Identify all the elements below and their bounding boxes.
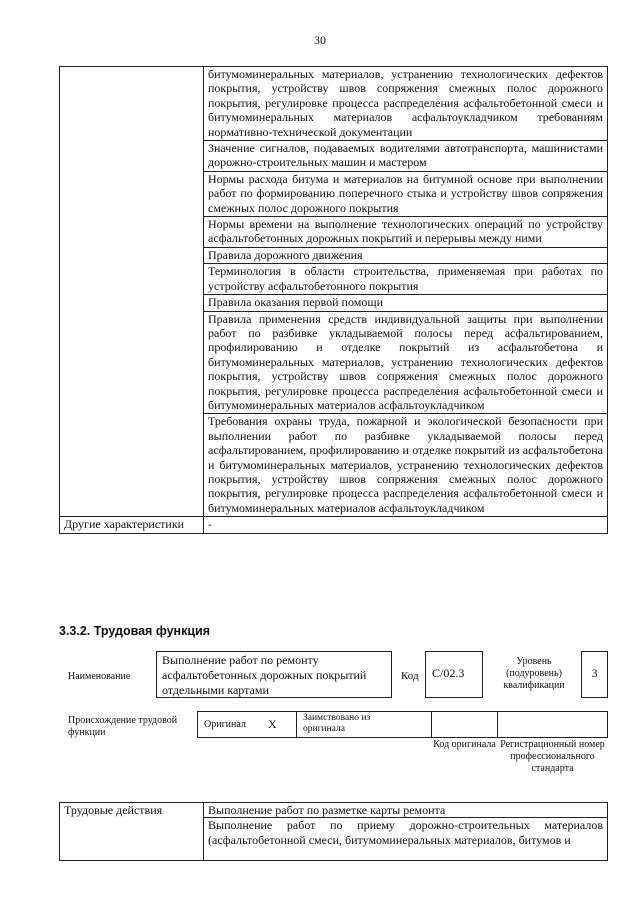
requirement-item: Требования охраны труда, пожарной и экологической безопасности при выполнении работ по разбивке укладываемой полосы перед асфальтированием, профилированию и отделке покрытий из асфальтобетона и битумоминеральных материалов, устранению технологических дефектов покрытия, устройству швов сопряжения смежных полос дорожного покрытия, регулировке процесса распределения асфальтобетонной смеси и битумоминеральных материалов асфальтоукладчиком: [204, 414, 608, 517]
requirement-item: Терминология в области строительства, применяемая при работах по устройству асфальтобетонного покрытия: [204, 264, 608, 295]
original-mark: X: [268, 717, 277, 731]
action-item: Выполнение работ по приему дорожно-строительных материалов (асфальтобетонной смеси, битумоминеральных материалов, битумов и: [208, 818, 603, 847]
table-row: [60, 803, 608, 818]
requirement-item: Правила применения средств индивидуальной защиты при выполнении работ по разбивке укладываемой полосы перед асфальтированием, профилированию и отделке покрытий из асфальтобетона и битумоминеральных материалов, устранению технологических дефектов покрытия, устройству швов сопряжения смежных полос дорожного покрытия, регулировке процесса распределения асфальтобетонной смеси и битумоминеральных материалов асфальтоукладчиком: [204, 311, 608, 414]
level-value: 3: [591, 666, 598, 680]
reg-number-caption: Регистрационный номер профессионального стандарта: [500, 739, 605, 774]
code-label: Код: [401, 670, 419, 682]
requirement-item: Правила оказания первой помощи: [204, 295, 608, 311]
section-title: 3.3.2. Трудовая функция: [59, 624, 211, 638]
action-item-cell: [204, 818, 608, 861]
level-value-box: [581, 651, 608, 698]
other-characteristics-value: -: [204, 517, 608, 533]
page-number: 30: [314, 33, 326, 47]
requirement-item: Нормы расхода битума и материалов на битумной основе при выполнении работ по формированию поперечного стыка и устройству швов сопряжения смежных полос дорожного покрытия: [204, 171, 608, 216]
name-label: Наименование: [68, 671, 131, 682]
borrowed-label: Заимствовано из оригинала: [303, 713, 371, 734]
original-label: Оригинал: [204, 719, 246, 730]
requirement-item: Правила дорожного движения: [204, 247, 608, 263]
requirement-item: битумоминеральных материалов, устранению технологических дефектов покрытия, устройству швов сопряжения смежных полос дорожного покрытия, регулировке процесса распределения асфальтобетонной смеси и битумоминеральных материалов асфальтоукладчиком требованиям нормативно-технической документации: [204, 67, 608, 141]
other-characteristics-label: Другие характеристики: [60, 517, 204, 533]
requirement-item: Нормы времени на выполнение технологических операций по устройству асфальтобетонных дорожных покрытий и перерывы между ними: [204, 217, 608, 248]
function-name-box: [156, 651, 392, 698]
borrowed-box: [296, 711, 432, 738]
original-box: [197, 711, 297, 738]
action-item: Выполнение работ по разметке карты ремонта: [204, 803, 608, 818]
requirement-item: Значение сигналов, подаваемых водителями автотранспорта, машинистами дорожно-строительных машин и мастером: [204, 141, 608, 172]
origin-label: Происхождение трудовой функции: [68, 715, 178, 738]
table-row: [60, 67, 608, 141]
code-original-box: [431, 711, 498, 738]
actions-table: [59, 802, 608, 861]
code-original-caption: Код оригинала: [433, 739, 496, 750]
level-label: Уровень (подуровень) квалификации: [503, 656, 565, 691]
code-value: C/02.3: [432, 666, 465, 680]
reg-number-box: [497, 711, 608, 738]
code-value-box: [425, 651, 483, 698]
actions-label: Трудовые действия: [60, 803, 204, 861]
table-row: [60, 517, 608, 533]
function-name-value: Выполнение работ по ремонту асфальтобетонных дорожных покрытий отдельными картами: [162, 653, 367, 697]
table-cell-label-empty: [60, 67, 204, 517]
requirements-table: [59, 66, 608, 534]
